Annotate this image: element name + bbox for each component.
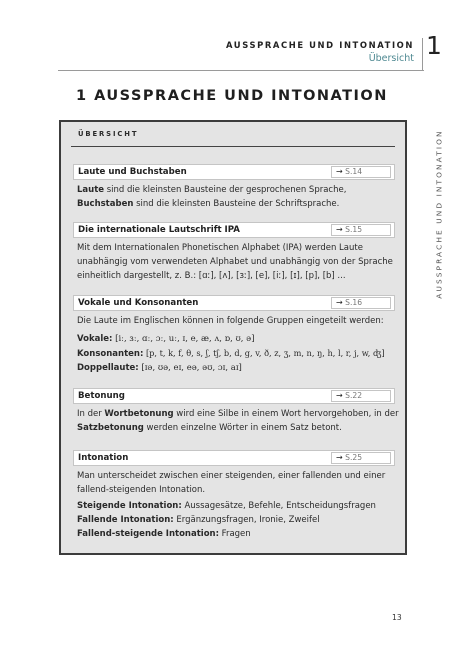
overview-title: ÜBERSICHT [78, 130, 139, 138]
section-title: Laute und Buchstaben [78, 166, 187, 177]
sound-group-row [77, 332, 389, 346]
overview-rule [71, 146, 395, 147]
sound-group-row [77, 361, 389, 375]
term-buchstaben: Buchstaben [77, 199, 134, 209]
body-line [77, 197, 389, 211]
sound-group-label: Doppellaute: [77, 363, 139, 373]
arrow-right-icon: → [336, 225, 343, 234]
page-reference [331, 166, 391, 178]
section-body [73, 404, 399, 435]
intonation-label: Fallend-steigende Intonation: [77, 529, 219, 539]
page-reference-text: S.14 [345, 167, 363, 176]
term-laute: Laute [77, 185, 105, 195]
sound-group-values: [p, t, k, f, θ, s, ʃ, tʃ, b, d, g, v, ð, z, ʒ, m, n, ŋ, h, l, r, j, w, ʤ] [143, 348, 385, 358]
section-ipa [73, 222, 395, 283]
intonation-value: Fragen [218, 529, 251, 539]
section-title: Betonung [78, 390, 125, 401]
section-header [73, 222, 395, 238]
section-header [73, 295, 395, 311]
sound-group-row [77, 346, 389, 361]
section-header [73, 164, 395, 180]
page-reference [331, 224, 391, 236]
arrow-right-icon: → [336, 167, 343, 176]
body-line [77, 183, 389, 197]
sound-group-values: [ɪə, ʊə, eɪ, eə, əʊ, ɔɪ, aɪ] [138, 363, 242, 373]
header-divider [422, 38, 423, 71]
page-reference-text: S.15 [345, 225, 363, 234]
arrow-right-icon: → [336, 391, 343, 400]
body-line: Mit dem Internationalen Phonetischen Alphabet (IPA) werden Laute [77, 243, 363, 253]
body-line [77, 407, 399, 421]
body-line: fallend-steigenden Intonation. [77, 485, 206, 495]
body-text: sind die kleinsten Bausteine der gesprochenen Sprache, [104, 185, 347, 195]
intonation-label: Steigende Intonation: [77, 501, 182, 511]
body-text: wird eine Silbe in einem Wort hervorgehoben, in der [173, 409, 399, 419]
chapter-number: 1 [426, 31, 442, 60]
section-body [73, 466, 395, 541]
body-text: werden einzelne Wörter in einem Satz betont. [143, 423, 342, 433]
arrow-right-icon: → [336, 453, 343, 462]
section-title: Vokale und Konsonanten [78, 297, 199, 308]
section-vokale-und-konsonanten [73, 295, 395, 375]
intonation-value: Ergänzungsfragen, Ironie, Zweifel [173, 515, 320, 525]
intonation-row [77, 513, 389, 527]
sound-group-label: Konsonanten: [77, 349, 144, 359]
running-header-section: AUSSPRACHE UND INTONATION [225, 40, 414, 50]
body-text: sind die kleinsten Bausteine der Schriftsprache. [133, 199, 340, 209]
page-reference [331, 390, 391, 402]
section-intonation [73, 450, 395, 541]
side-chapter-label: AUSSPRACHE UND INTONATION [434, 129, 444, 299]
section-body [73, 238, 395, 283]
sound-group-label: Vokale: [77, 334, 113, 344]
term-satzbetonung: Satzbetonung [77, 423, 144, 433]
sound-group-values: [iː, ɜː, ɑː, ɔː, uː, ɪ, e, æ, ʌ, ɒ, ʊ, ə] [112, 334, 255, 344]
arrow-right-icon: → [336, 298, 343, 307]
body-line: Man unterscheidet zwischen einer steigenden, einer fallenden und einer [77, 471, 386, 481]
overview-box [59, 120, 407, 555]
body-line [77, 421, 389, 435]
page-reference [331, 297, 391, 309]
body-line: Die Laute im Englischen können in folgende Gruppen eingeteilt werden: [77, 316, 384, 326]
page-reference-text: S.16 [345, 298, 363, 307]
section-laute-und-buchstaben [73, 164, 395, 211]
section-title: Intonation [78, 452, 129, 463]
header-rule [58, 70, 424, 71]
chapter-title: 1 AUSSPRACHE UND INTONATION [76, 88, 388, 104]
term-wortbetonung: Wortbetonung [104, 409, 174, 419]
intonation-label: Fallende Intonation: [77, 515, 174, 525]
section-body [73, 180, 395, 211]
section-betonung [73, 388, 399, 435]
body-text: In der [77, 409, 105, 419]
running-header-subsection: Übersicht [368, 53, 414, 64]
page-reference [331, 452, 391, 464]
page-reference-text: S.25 [345, 453, 363, 462]
section-header [73, 450, 395, 466]
intonation-row [77, 527, 389, 541]
body-line: einheitlich dargestellt, z. B.: [ɑː], [ʌ], [ɜː], [e], [iː], [ɪ], [p], [b] ... [77, 271, 346, 281]
intonation-row [77, 499, 389, 513]
intonation-value: Aussagesätze, Befehle, Entscheidungsfragen [181, 501, 376, 511]
section-header [73, 388, 395, 404]
page-reference-text: S.22 [345, 391, 363, 400]
page-number: 13 [392, 613, 402, 622]
body-line: unabhängig vom verwendeten Alphabet und unabhängig von der Sprache [77, 257, 393, 267]
section-body [73, 311, 395, 375]
section-title: Die internationale Lautschrift IPA [78, 224, 240, 235]
